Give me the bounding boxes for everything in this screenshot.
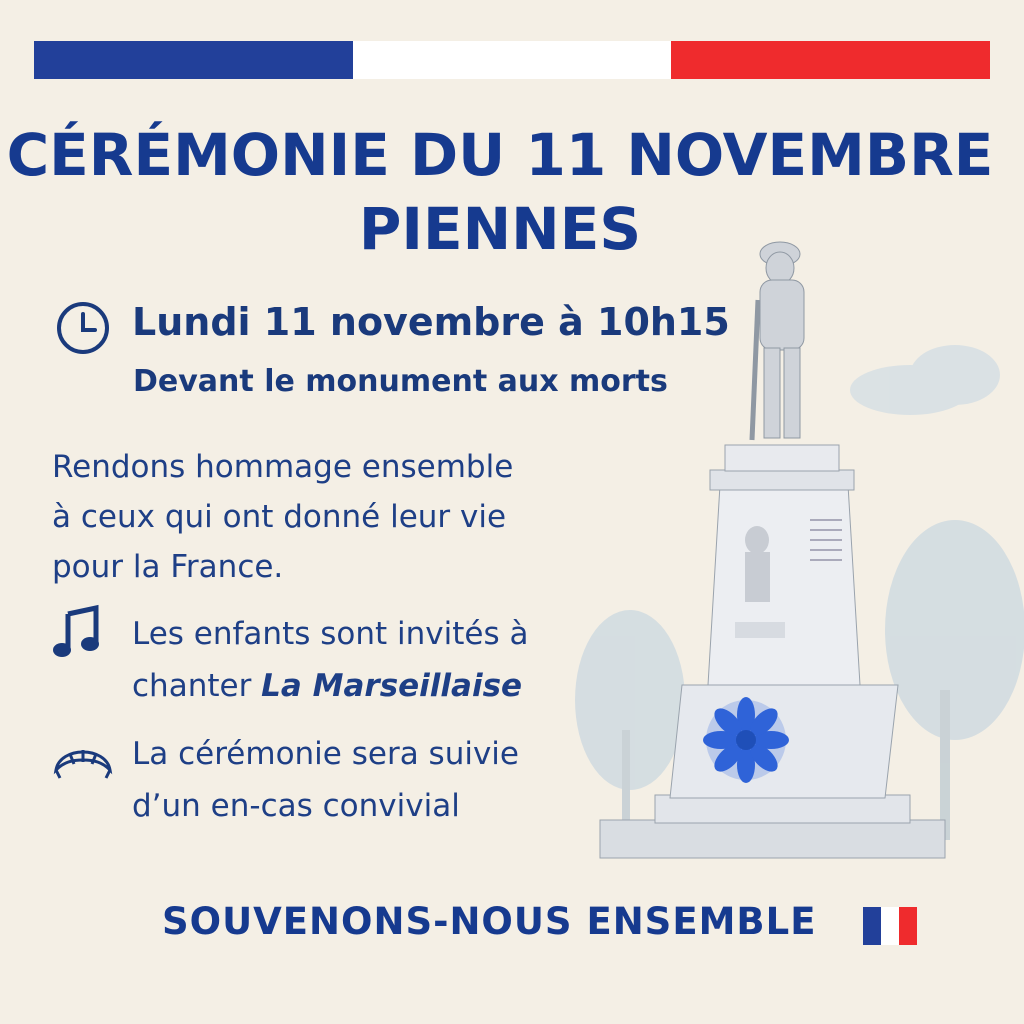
tribute-line-3: pour la France. [52,549,284,585]
title-line-1: CÉRÉMONIE DU 11 NOVEMBRE [6,121,994,189]
flag-blue-band [34,41,353,79]
title-line-2: PIENNES [358,195,642,263]
event-date: Lundi 11 novembre à 10h15 [132,300,730,344]
event-place: Devant le monument aux morts [133,364,668,399]
french-flag-icon [863,907,917,945]
flag-white-band [353,41,672,79]
reception-line-1: La cérémonie sera suivie [132,736,519,772]
tribute-text [52,442,612,592]
song-text [132,608,528,712]
clock-icon [55,300,111,356]
music-note-icon [52,604,102,660]
reception-line-2: d’un en-cas convivial [132,788,460,824]
song-line-2-prefix: chanter [132,668,262,704]
soldier-statue [752,242,804,440]
flag-red-band [671,41,990,79]
tribute-line-1: Rendons hommage ensemble [52,449,514,485]
croissant-icon [50,732,116,788]
song-line-2 [132,660,528,712]
tricolor-banner [34,41,990,79]
marseillaise-title: La Marseillaise [261,668,523,704]
tribute-line-2: à ceux qui ont donné leur vie [52,499,507,535]
song-line-1: Les enfants sont invités à [132,616,529,652]
reception-text [132,728,519,832]
footer-slogan: SOUVENONS-NOUS ENSEMBLE [162,900,817,943]
